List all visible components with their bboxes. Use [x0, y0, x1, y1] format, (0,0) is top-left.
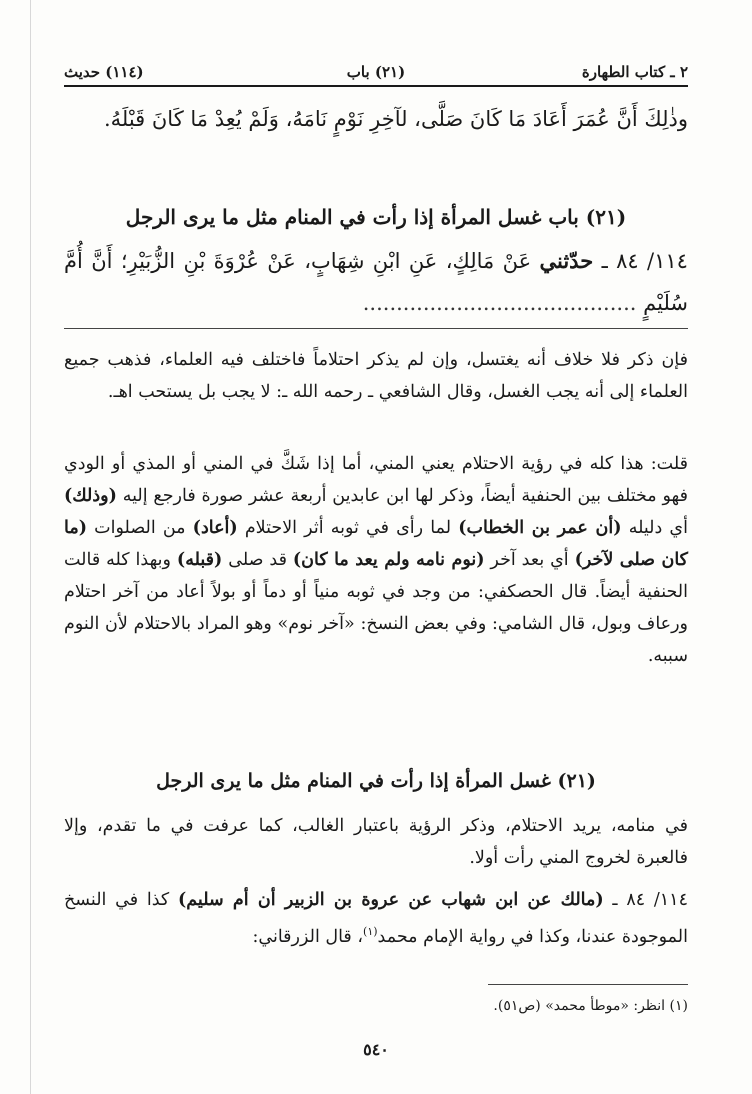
sharh-paragraph-3: في منامه، يريد الاحتلام، وذكر الرؤية باعتبار الغالب، كما عرفت في ما تقدم، وإلا فالعبرة لخروج المني رأت أولا.: [64, 816, 688, 868]
sharh-paragraph-4: ١١٤/ ٨٤ ـ (مالك عن ابن شهاب عن عروة بن الزبير أن أم سليم) كذا في النسخ الموجودة عندنا، وكذا في رواية الإمام محمد$^{(١)}$، قال الزرقاني:: [64, 890, 688, 947]
matn-continuation: وذٰلِكَ أَنَّ عُمَرَ أَعَادَ مَا كَانَ صَلَّى، لآخِرِ نَوْمٍ نَامَهُ، وَلَمْ يُعِدْ مَا كَانَ قَبْلَهُ.: [103, 107, 688, 131]
sharh-chapter-title: (٢١) غسل المرأة إذا رأت في المنام مثل ما يرى الرجل: [156, 770, 596, 792]
hadith-number: ١١٤/ ٨٤ ـ: [601, 249, 688, 273]
binding-line: [30, 0, 31, 1094]
header-hadith-number: (١١٤) حديث: [64, 63, 144, 81]
header-chapter: (٢١) باب: [346, 63, 406, 81]
header-rule: [64, 85, 688, 87]
page-number: ٥٤٠: [363, 1040, 389, 1059]
sharh-paragraph-2: قلت: هذا كله في رؤية الاحتلام يعني المني، أما إذا شَكَّ في المني أو المذي أو الودي فهو مختلف بين الحنفية أيضاً، وذكر لها ابن عابدين أربعة عشر صورة فارجع إليه (وذلك) أي دليله (أن عمر بن الخطاب) لما رأى في ثوبه أثر الاحتلام (أعاد) من الصلوات (ما كان صلى لآخر) أي بعد آخر (نوم نامه ولم يعد ما كان) قد صلى (قبله) وبهذا كله قالت الحنفية أيضاً. قال الحصكفي: من وجد في ثوبه منياً أو دماً أو بولاً أعاد من آخر احتلام ورعاف وبول، قال الشامي: وفي بعض النسخ: «آخر نوم» وهو المراد بالاحتلام لأن النوم سببه.: [64, 454, 688, 666]
hadith-text: عَنْ مَالِكٍ، عَنِ ابْنِ شِهَابٍ، عَنْ عُرْوَةَ بْنِ الزُّبَيْرِ؛ أَنَّ أُمَّ سُلَيْمٍ: [64, 249, 688, 315]
running-header: [64, 57, 688, 87]
header-book-title: ٢ ـ كتاب الطهارة: [581, 63, 688, 81]
matn-chapter-title: (٢١) باب غسل المرأة إذا رأت في المنام مثل ما يرى الرجل: [125, 205, 627, 229]
sharh-paragraph-1: فإن ذكر فلا خلاف أنه يغتسل، وإن لم يذكر احتلاماً فاختلف فيه العلماء، فذهب جميع العلماء إلى أنه يجب الغسل، وقال الشافعي ـ رحمه الله ـ: لا يجب بل يستحب اهـ.: [64, 350, 688, 402]
hadith-ellipsis: .........................................: [362, 291, 637, 315]
footnote-marker: (١): [363, 925, 378, 938]
matn-sharh-divider: [64, 328, 688, 329]
hadith-keyword: حدّثني: [539, 248, 594, 273]
footnote-divider: [488, 984, 688, 985]
footnote: (١) انظر: «موطأ محمد» (ص٥١).: [493, 998, 688, 1014]
matn-hadith: [64, 240, 688, 324]
